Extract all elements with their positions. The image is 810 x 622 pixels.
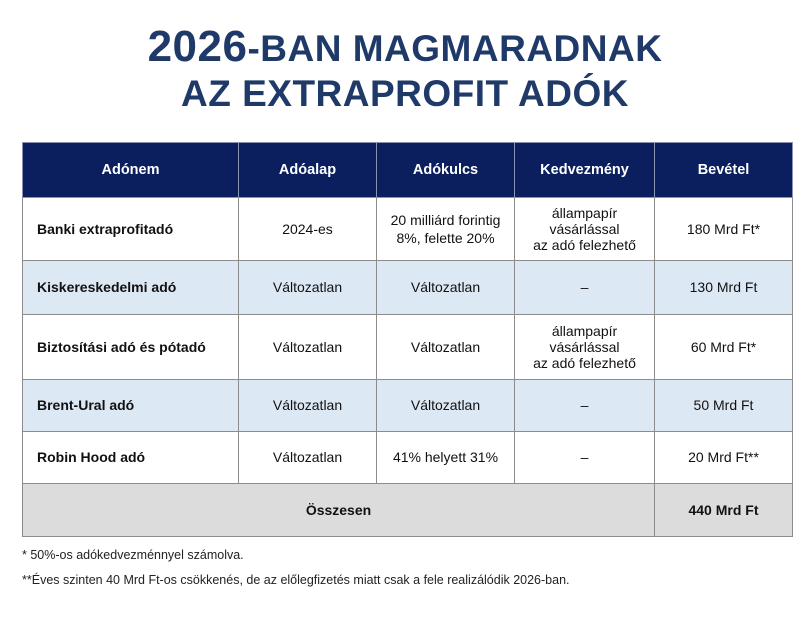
tax-revenue: 130 Mrd Ft bbox=[655, 261, 793, 315]
table-row bbox=[23, 380, 793, 432]
tax-rate-line: 20 milliárd forintig bbox=[390, 211, 501, 228]
tax-base: Változatlan bbox=[239, 315, 377, 380]
table-row bbox=[23, 198, 793, 261]
tax-name: Biztosítási adó és pótadó bbox=[23, 315, 239, 380]
discount-line: állampapír bbox=[551, 204, 618, 221]
tax-rate: Változatlan bbox=[377, 261, 515, 315]
discount-line: az adó felezhető bbox=[533, 237, 636, 254]
tax-rate bbox=[377, 198, 515, 261]
tax-rate: 41% helyett 31% bbox=[377, 432, 515, 484]
title-line-1-rest: -BAN MAGMARADNAK bbox=[247, 28, 663, 69]
discount-line: vásárlással bbox=[549, 338, 620, 355]
discount-line: vásárlással bbox=[549, 220, 620, 237]
discount-line: állampapír bbox=[551, 322, 618, 339]
tax-rate-line: 8%, felette 20% bbox=[396, 230, 495, 246]
title-year: 2026 bbox=[147, 22, 248, 71]
tax-base: 2024-es bbox=[239, 198, 377, 261]
total-row bbox=[23, 484, 793, 537]
tax-revenue: 60 Mrd Ft* bbox=[655, 315, 793, 380]
tax-base: Változatlan bbox=[239, 432, 377, 484]
header-adoalap: Adóalap bbox=[239, 143, 377, 198]
tax-discount bbox=[515, 315, 655, 380]
tax-rate: Változatlan bbox=[377, 380, 515, 432]
tax-revenue: 50 Mrd Ft bbox=[655, 380, 793, 432]
total-label: Összesen bbox=[23, 484, 655, 537]
discount-line: az adó felezhető bbox=[533, 355, 636, 372]
total-value: 440 Mrd Ft bbox=[655, 484, 793, 537]
tax-revenue: 20 Mrd Ft** bbox=[655, 432, 793, 484]
tax-discount: – bbox=[515, 261, 655, 315]
tax-discount: – bbox=[515, 380, 655, 432]
footnote-1: * 50%-os adókedvezménnyel számolva. bbox=[22, 548, 244, 562]
tax-base: Változatlan bbox=[239, 261, 377, 315]
title-line-2: AZ EXTRAPROFIT ADÓK bbox=[180, 72, 629, 114]
tax-name: Kiskereskedelmi adó bbox=[23, 261, 239, 315]
table-row bbox=[23, 432, 793, 484]
tax-revenue: 180 Mrd Ft* bbox=[655, 198, 793, 261]
tax-table bbox=[22, 142, 793, 537]
header-bevetel: Bevétel bbox=[655, 143, 793, 198]
title-line-1 bbox=[0, 22, 810, 73]
header-adokulcs: Adókulcs bbox=[377, 143, 515, 198]
header-adonem: Adónem bbox=[23, 143, 239, 198]
tax-discount: – bbox=[515, 432, 655, 484]
table-row bbox=[23, 261, 793, 315]
table-header-row bbox=[23, 143, 793, 198]
footnote-2: **Éves szinten 40 Mrd Ft-os csökkenés, de az előlegfizetés miatt csak a fele realizálódik 2026-ban. bbox=[22, 573, 570, 587]
tax-name: Robin Hood adó bbox=[23, 432, 239, 484]
tax-base: Változatlan bbox=[239, 380, 377, 432]
tax-discount bbox=[515, 198, 655, 261]
tax-name: Brent-Ural adó bbox=[23, 380, 239, 432]
table-row bbox=[23, 315, 793, 380]
tax-rate: Változatlan bbox=[377, 315, 515, 380]
page-title bbox=[0, 22, 810, 115]
tax-name: Banki extraprofitadó bbox=[23, 198, 239, 261]
header-kedvezmeny: Kedvezmény bbox=[515, 143, 655, 198]
